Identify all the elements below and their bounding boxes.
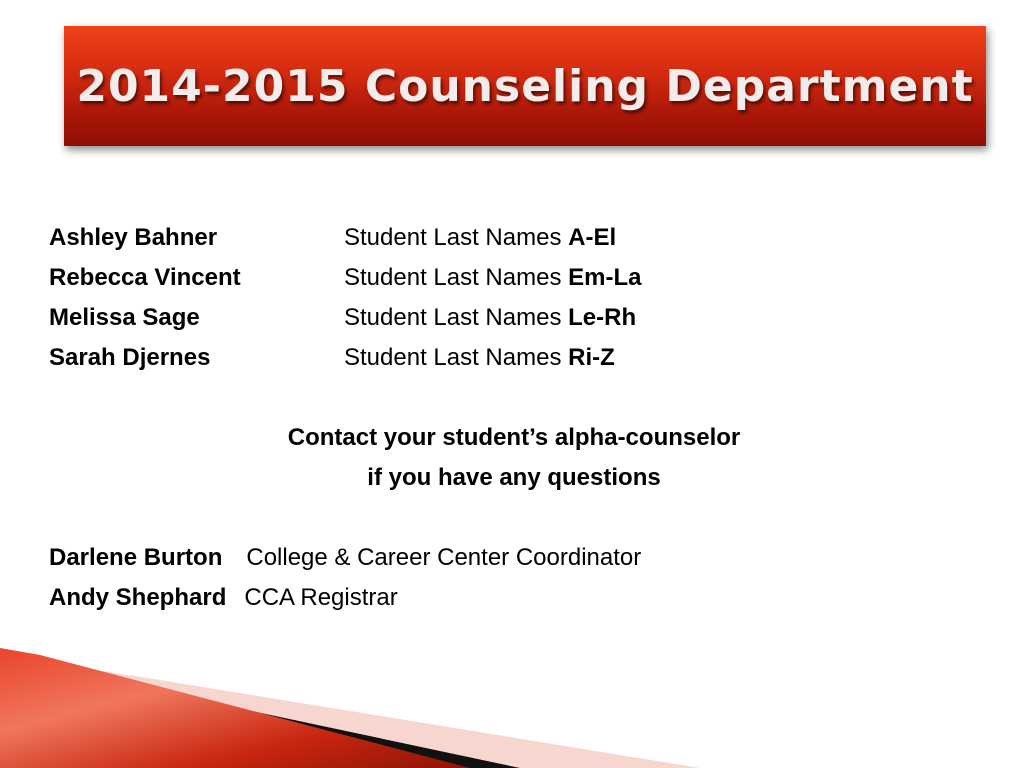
staff-role: CCA Registrar — [244, 584, 398, 611]
black-wedge — [0, 650, 520, 768]
counselor-name: Sarah Djernes — [49, 344, 211, 371]
slide-content — [49, 218, 979, 618]
assignment-prefix: Student Last Names — [344, 264, 569, 291]
staff-name: Darlene Burton — [49, 544, 223, 571]
staff-role: College & Career Center Coordinator — [246, 544, 642, 571]
counselor-name: Ashley Bahner — [49, 224, 218, 251]
counselor-name: Melissa Sage — [49, 304, 200, 331]
red-wedge — [0, 648, 470, 768]
assignment-prefix: Student Last Names — [344, 224, 569, 251]
counselor-assignment — [344, 218, 616, 258]
title-banner — [64, 26, 986, 146]
assignment-range: Em-La — [568, 264, 642, 291]
counselor-assignment — [344, 258, 641, 298]
pink-wedge — [0, 655, 700, 768]
assignment-range: Le-Rh — [568, 304, 637, 331]
counselor-row — [49, 338, 979, 378]
contact-line-2: if you have any questions — [367, 464, 661, 491]
counselor-row — [49, 298, 979, 338]
counselor-assignment — [344, 298, 636, 338]
assignment-range: Ri-Z — [568, 344, 615, 371]
counselor-assignment — [344, 338, 615, 378]
assignment-range: A-El — [568, 224, 617, 251]
staff-name: Andy Shephard — [49, 584, 227, 611]
counselor-row — [49, 258, 979, 298]
contact-line-1: Contact your student’s alpha-counselor — [287, 424, 741, 451]
counselor-row — [49, 218, 979, 258]
counselor-name: Rebecca Vincent — [49, 264, 241, 291]
slide-title: 2014-2015 Counseling Department — [76, 60, 974, 112]
spacer — [49, 498, 979, 538]
assignment-prefix: Student Last Names — [344, 344, 569, 371]
spacer — [49, 378, 979, 418]
staff-row — [49, 578, 979, 618]
assignment-prefix: Student Last Names — [344, 304, 569, 331]
staff-row — [49, 538, 979, 578]
